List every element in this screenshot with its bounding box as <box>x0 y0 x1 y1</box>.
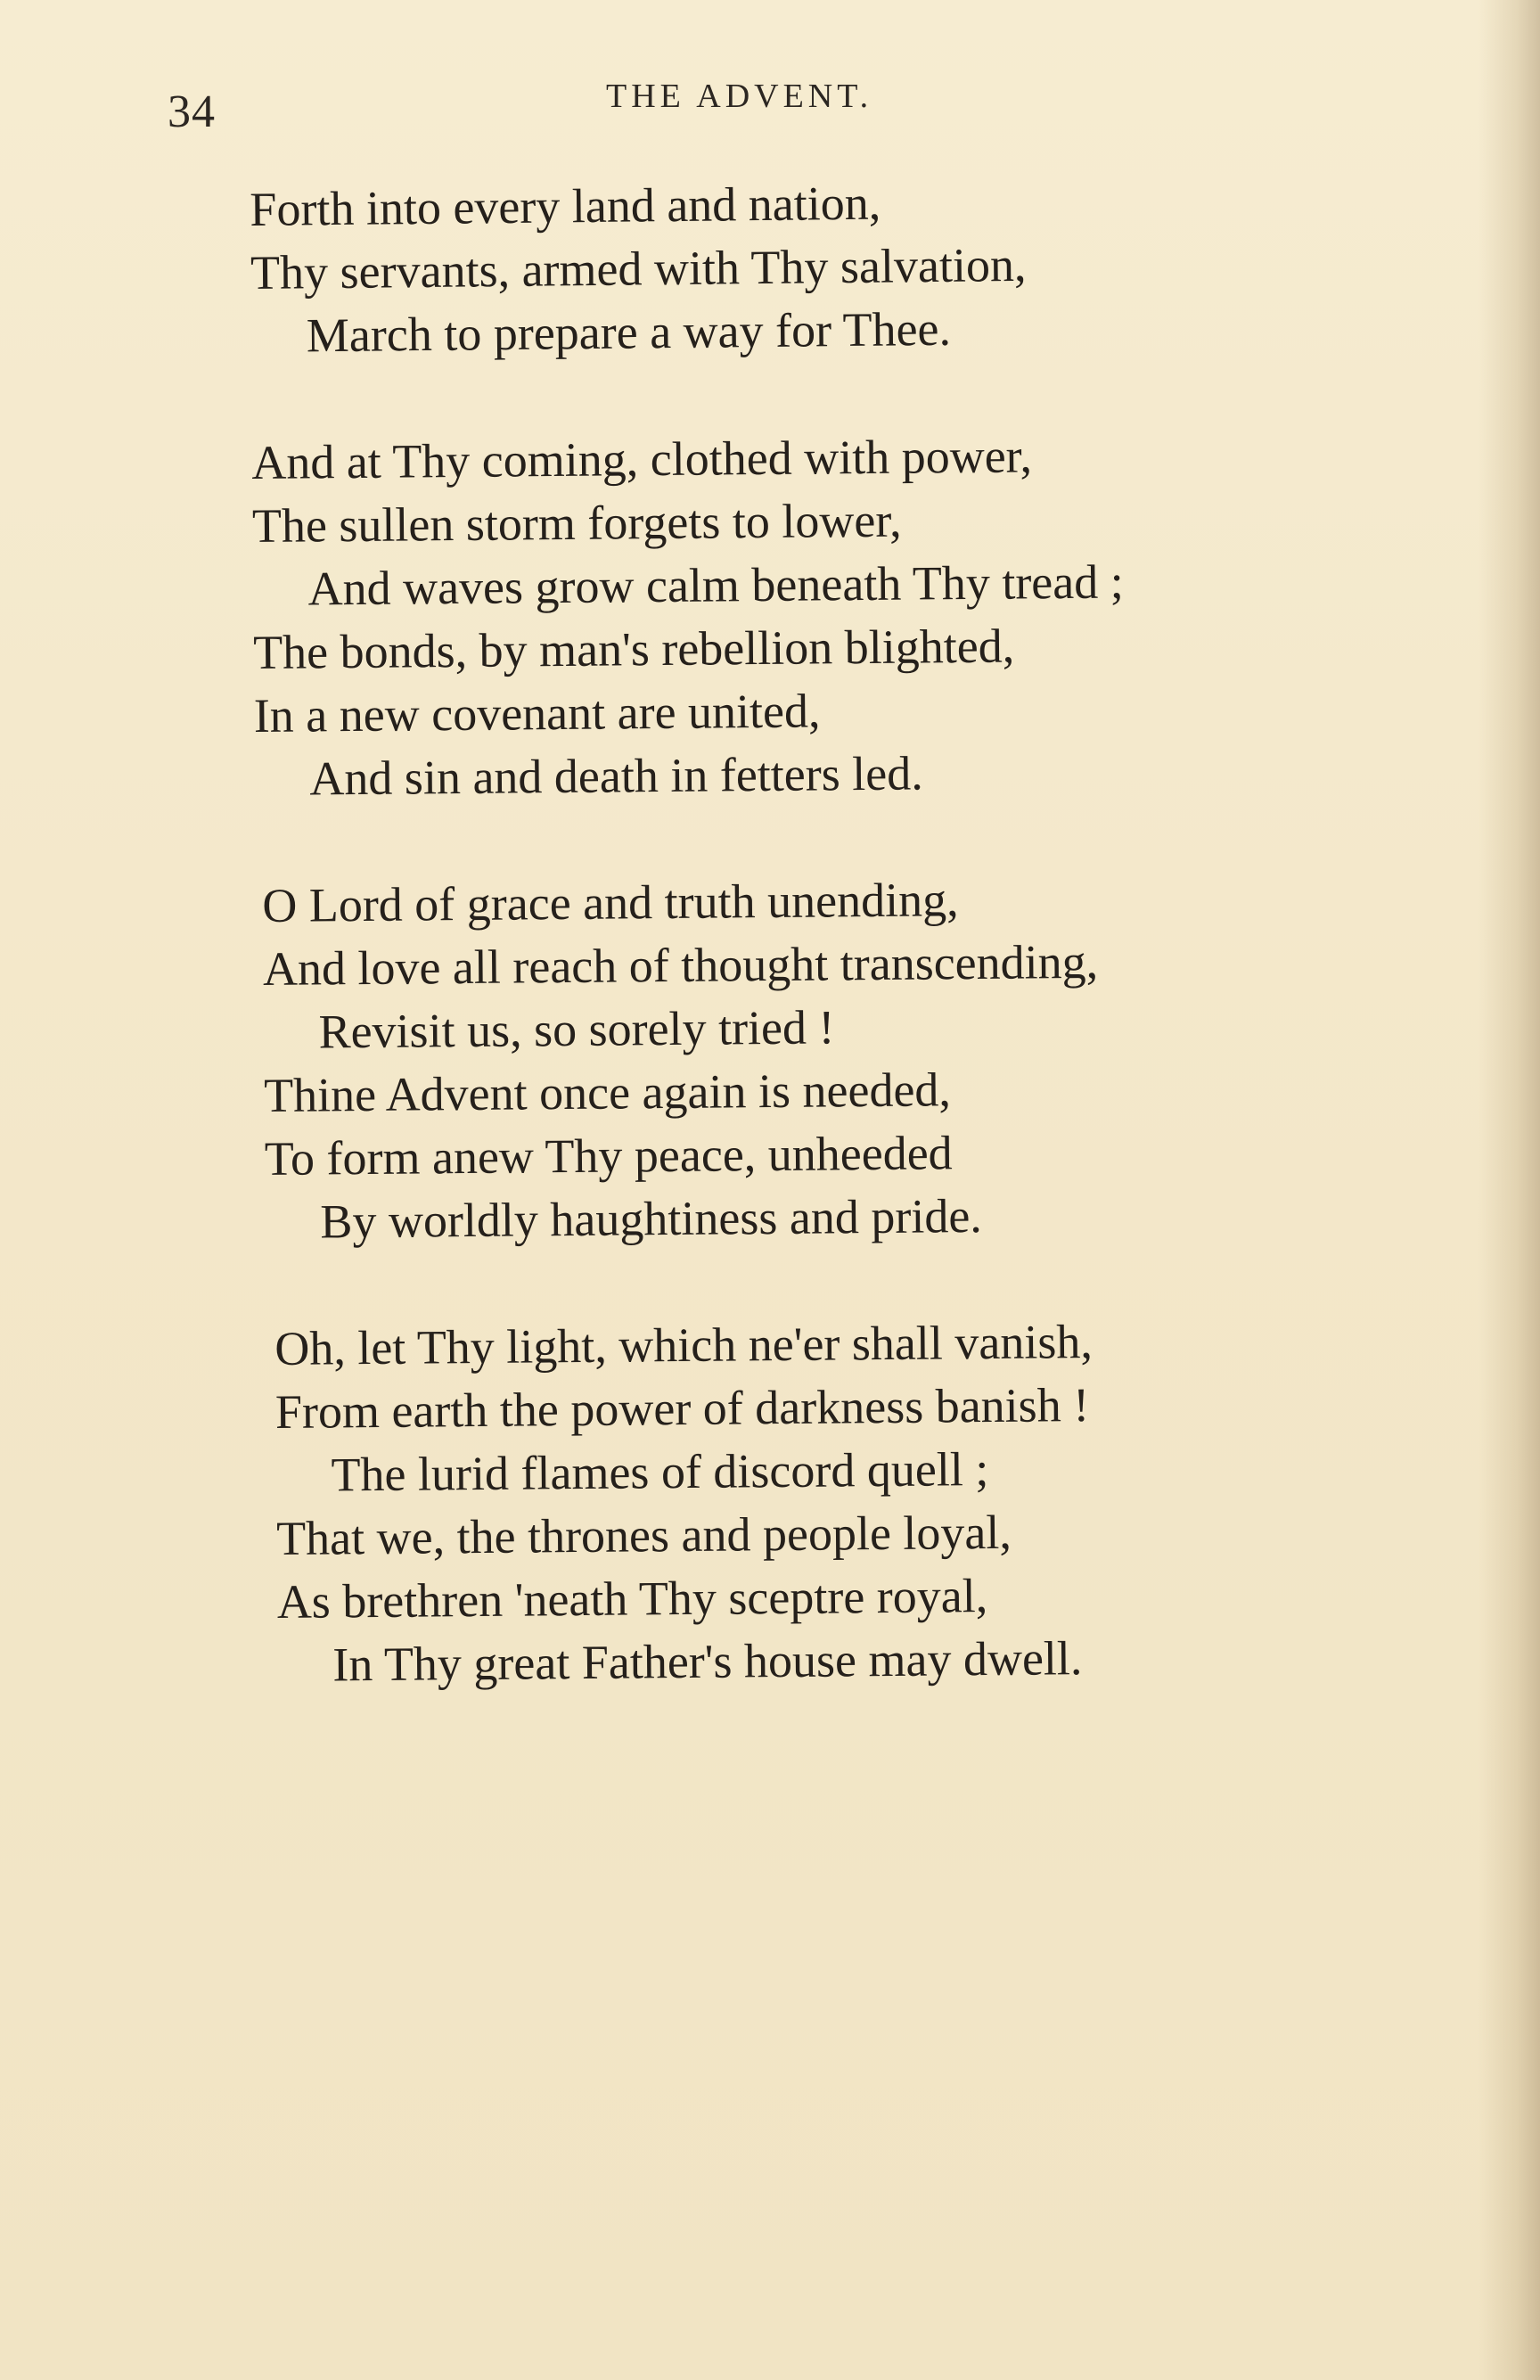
poem-line: From earth the power of darkness banish ! <box>274 1378 1090 1439</box>
poem-line: The bonds, by man's rebellion blighted, <box>252 619 1015 679</box>
poem-line-indented: In Thy great Father's house may dwell. <box>332 1631 1083 1692</box>
poem-line: Thy servants, armed with Thy salvation, <box>250 237 1027 300</box>
poem-line-indented: And sin and death in fetters led. <box>309 746 923 806</box>
poem-line: And love all reach of thought transcending, <box>262 934 1099 996</box>
poem-line: And at Thy coming, clothed with power, <box>251 429 1033 489</box>
poem <box>250 178 1408 1760</box>
poem-line-indented: Revisit us, so sorely tried ! <box>318 1000 835 1059</box>
poem-line-indented: By worldly haughtiness and pride. <box>320 1188 983 1249</box>
poem-line: That we, the thrones and people loyal, <box>275 1505 1012 1565</box>
poem-line: Oh, let Thy light, which ne'er shall vanish, <box>274 1314 1094 1375</box>
poem-line-indented: March to prepare a way for Thee. <box>306 301 952 363</box>
poem-line-indented: The lurid flames of discord quell ; <box>331 1442 989 1502</box>
poem-line: As brethren 'neath Thy sceptre royal, <box>276 1569 988 1629</box>
poem-line: To form anew Thy peace, unheeded <box>264 1126 953 1186</box>
poem-line: Forth into every land and nation, <box>250 176 881 236</box>
poem-line: O Lord of grace and truth unending, <box>262 873 959 932</box>
stanza-1 <box>250 166 1410 368</box>
poem-line: The sullen storm forgets to lower, <box>251 493 902 553</box>
stanza-3 <box>262 865 1412 1254</box>
poem-line: In a new covenant are united, <box>253 684 821 743</box>
running-head: THE ADVENT. <box>606 78 873 115</box>
poem-line: Thine Advent once again is needed, <box>263 1063 952 1122</box>
page-number: 34 <box>168 86 216 137</box>
poem-line-indented: And waves grow calm beneath Thy tread ; <box>307 554 1124 616</box>
stanza-4 <box>274 1308 1412 1697</box>
stanza-2 <box>251 422 1412 811</box>
